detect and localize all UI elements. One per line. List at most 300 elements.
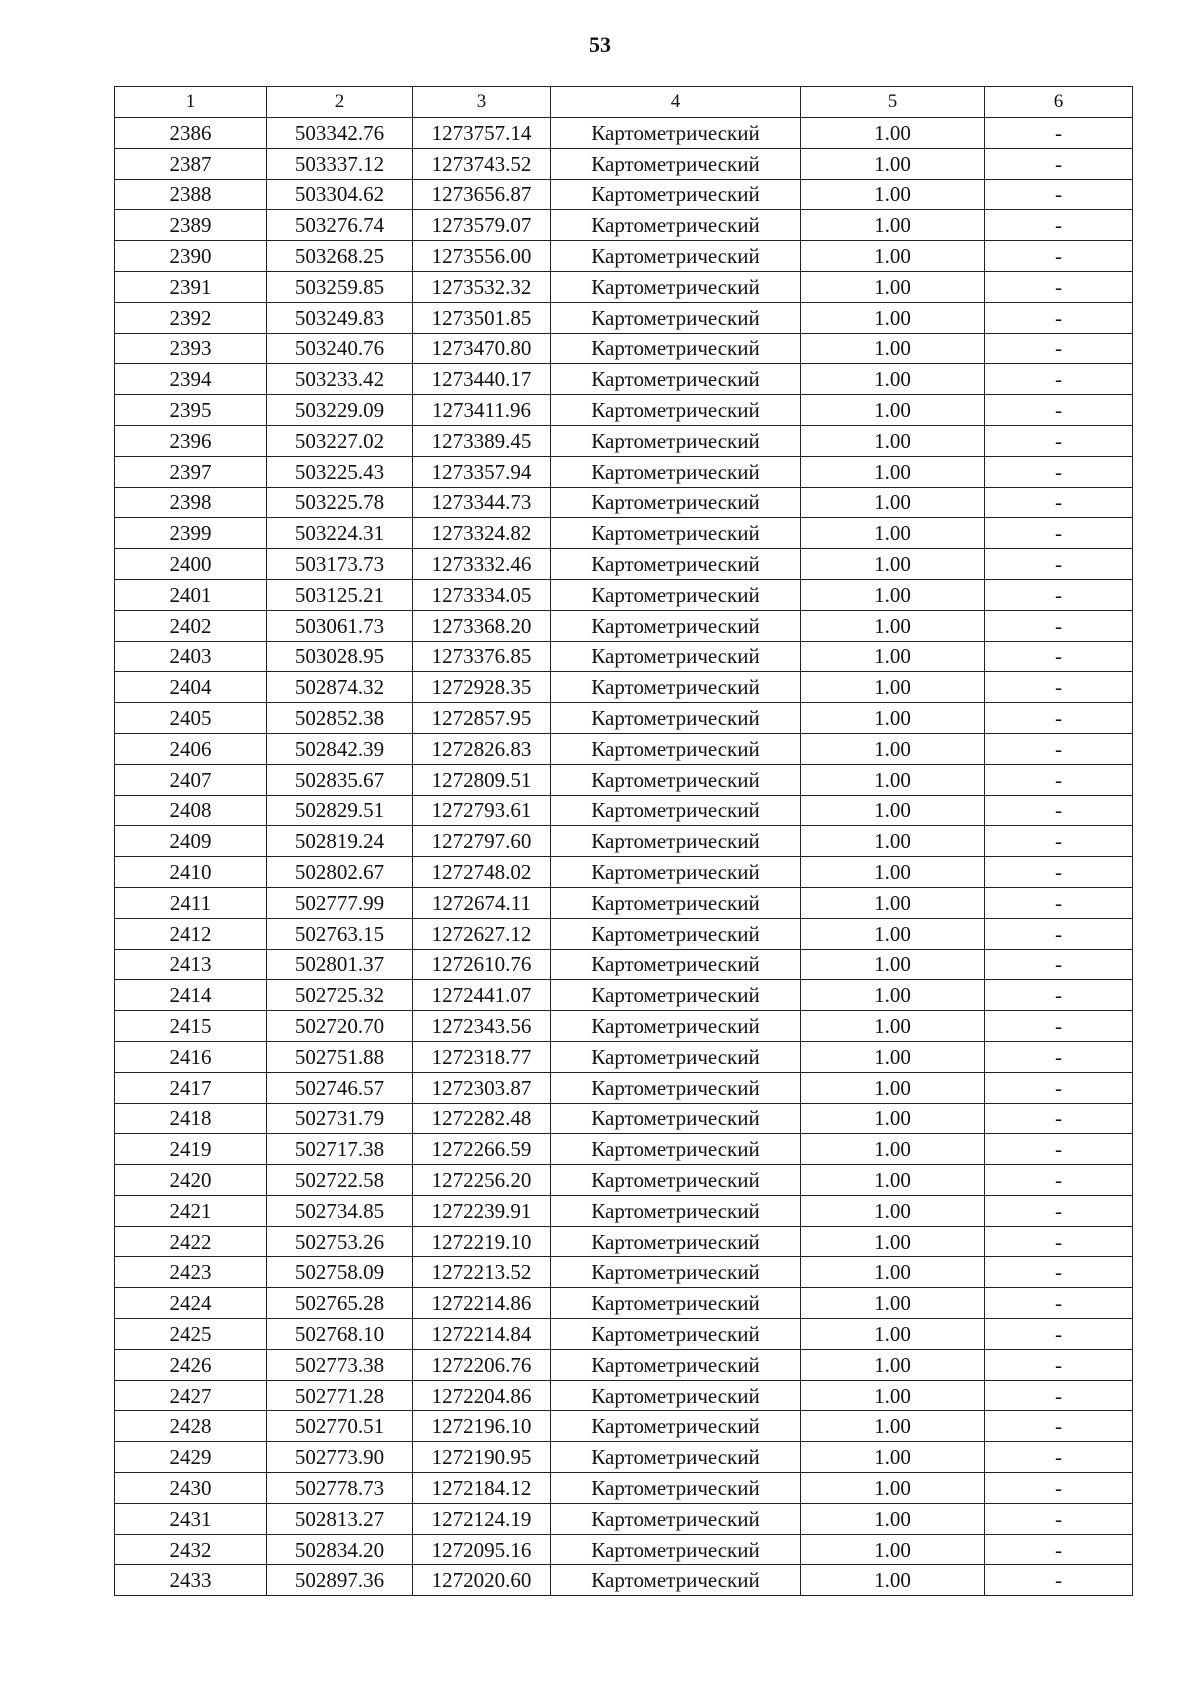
point-number-cell: 2427 <box>115 1380 267 1411</box>
description-cell: - <box>985 302 1133 333</box>
point-number-cell: 2430 <box>115 1473 267 1504</box>
point-number-cell: 2393 <box>115 333 267 364</box>
accuracy-cell: 1.00 <box>801 1534 985 1565</box>
method-cell: Картометрический <box>551 1503 801 1534</box>
accuracy-cell: 1.00 <box>801 980 985 1011</box>
description-cell: - <box>985 1349 1133 1380</box>
method-cell: Картометрический <box>551 302 801 333</box>
y-coordinate-cell: 1272214.84 <box>413 1319 551 1350</box>
x-coordinate-cell: 502734.85 <box>267 1195 413 1226</box>
accuracy-cell: 1.00 <box>801 395 985 426</box>
x-coordinate-cell: 502720.70 <box>267 1011 413 1042</box>
table-row <box>115 333 1133 364</box>
page-number: 53 <box>589 32 611 57</box>
x-coordinate-cell: 502770.51 <box>267 1411 413 1442</box>
table-row <box>115 549 1133 580</box>
description-cell: - <box>985 333 1133 364</box>
description-cell: - <box>985 1072 1133 1103</box>
method-cell: Картометрический <box>551 826 801 857</box>
y-coordinate-cell: 1272318.77 <box>413 1041 551 1072</box>
accuracy-cell: 1.00 <box>801 1011 985 1042</box>
description-cell: - <box>985 1257 1133 1288</box>
y-coordinate-cell: 1272674.11 <box>413 887 551 918</box>
point-number-cell: 2390 <box>115 241 267 272</box>
point-number-cell: 2405 <box>115 703 267 734</box>
description-cell: - <box>985 1288 1133 1319</box>
x-coordinate-cell: 502834.20 <box>267 1534 413 1565</box>
x-coordinate-cell: 502751.88 <box>267 1041 413 1072</box>
description-cell: - <box>985 456 1133 487</box>
table-row <box>115 210 1133 241</box>
method-cell: Картометрический <box>551 518 801 549</box>
description-cell: - <box>985 487 1133 518</box>
y-coordinate-cell: 1272206.76 <box>413 1349 551 1380</box>
x-coordinate-cell: 503028.95 <box>267 641 413 672</box>
method-cell: Картометрический <box>551 179 801 210</box>
method-cell: Картометрический <box>551 703 801 734</box>
description-cell: - <box>985 179 1133 210</box>
method-cell: Картометрический <box>551 1288 801 1319</box>
table-row <box>115 795 1133 826</box>
table-row <box>115 179 1133 210</box>
method-cell: Картометрический <box>551 980 801 1011</box>
accuracy-cell: 1.00 <box>801 148 985 179</box>
table-row <box>115 641 1133 672</box>
y-coordinate-cell: 1273532.32 <box>413 271 551 302</box>
y-coordinate-cell: 1272190.95 <box>413 1442 551 1473</box>
table-row <box>115 1041 1133 1072</box>
method-cell: Картометрический <box>551 395 801 426</box>
x-coordinate-cell: 503233.42 <box>267 364 413 395</box>
accuracy-cell: 1.00 <box>801 703 985 734</box>
accuracy-cell: 1.00 <box>801 1103 985 1134</box>
table-row <box>115 764 1133 795</box>
point-number-cell: 2426 <box>115 1349 267 1380</box>
y-coordinate-cell: 1272219.10 <box>413 1226 551 1257</box>
description-cell: - <box>985 918 1133 949</box>
method-cell: Картометрический <box>551 764 801 795</box>
description-cell: - <box>985 1565 1133 1596</box>
method-cell: Картометрический <box>551 1165 801 1196</box>
x-coordinate-cell: 503249.83 <box>267 302 413 333</box>
point-number-cell: 2420 <box>115 1165 267 1196</box>
table-row <box>115 302 1133 333</box>
y-coordinate-cell: 1273332.46 <box>413 549 551 580</box>
description-cell: - <box>985 1411 1133 1442</box>
table-row <box>115 703 1133 734</box>
x-coordinate-cell: 502777.99 <box>267 887 413 918</box>
point-number-cell: 2431 <box>115 1503 267 1534</box>
table-row <box>115 1195 1133 1226</box>
description-cell: - <box>985 271 1133 302</box>
point-number-cell: 2387 <box>115 148 267 179</box>
x-coordinate-cell: 502753.26 <box>267 1226 413 1257</box>
point-number-cell: 2406 <box>115 733 267 764</box>
method-cell: Картометрический <box>551 148 801 179</box>
point-number-cell: 2388 <box>115 179 267 210</box>
description-cell: - <box>985 1226 1133 1257</box>
y-coordinate-cell: 1272793.61 <box>413 795 551 826</box>
x-coordinate-cell: 502746.57 <box>267 1072 413 1103</box>
description-cell: - <box>985 1534 1133 1565</box>
point-number-cell: 2412 <box>115 918 267 949</box>
description-cell: - <box>985 518 1133 549</box>
point-number-cell: 2391 <box>115 271 267 302</box>
table-row <box>115 1349 1133 1380</box>
point-number-cell: 2397 <box>115 456 267 487</box>
description-cell: - <box>985 1319 1133 1350</box>
table-row <box>115 1072 1133 1103</box>
accuracy-cell: 1.00 <box>801 271 985 302</box>
table-row <box>115 857 1133 888</box>
y-coordinate-cell: 1272303.87 <box>413 1072 551 1103</box>
y-coordinate-cell: 1272204.86 <box>413 1380 551 1411</box>
x-coordinate-cell: 502852.38 <box>267 703 413 734</box>
description-cell: - <box>985 1041 1133 1072</box>
table-row <box>115 1134 1133 1165</box>
table-row <box>115 1380 1133 1411</box>
table-row <box>115 1411 1133 1442</box>
x-coordinate-cell: 502874.32 <box>267 672 413 703</box>
method-cell: Картометрический <box>551 579 801 610</box>
x-coordinate-cell: 502801.37 <box>267 949 413 980</box>
accuracy-cell: 1.00 <box>801 1257 985 1288</box>
description-cell: - <box>985 949 1133 980</box>
method-cell: Картометрический <box>551 271 801 302</box>
point-number-cell: 2419 <box>115 1134 267 1165</box>
x-coordinate-cell: 502897.36 <box>267 1565 413 1596</box>
method-cell: Картометрический <box>551 425 801 456</box>
table-row <box>115 1473 1133 1504</box>
method-cell: Картометрический <box>551 1257 801 1288</box>
description-cell: - <box>985 1165 1133 1196</box>
y-coordinate-cell: 1273656.87 <box>413 179 551 210</box>
point-number-cell: 2411 <box>115 887 267 918</box>
method-cell: Картометрический <box>551 118 801 149</box>
method-cell: Картометрический <box>551 918 801 949</box>
accuracy-cell: 1.00 <box>801 1226 985 1257</box>
coordinates-table <box>114 86 1133 1596</box>
y-coordinate-cell: 1273324.82 <box>413 518 551 549</box>
y-coordinate-cell: 1272809.51 <box>413 764 551 795</box>
table-row <box>115 1288 1133 1319</box>
description-cell: - <box>985 1380 1133 1411</box>
y-coordinate-cell: 1273334.05 <box>413 579 551 610</box>
point-number-cell: 2424 <box>115 1288 267 1319</box>
y-coordinate-cell: 1272256.20 <box>413 1165 551 1196</box>
point-number-cell: 2407 <box>115 764 267 795</box>
method-cell: Картометрический <box>551 210 801 241</box>
point-number-cell: 2398 <box>115 487 267 518</box>
accuracy-cell: 1.00 <box>801 364 985 395</box>
y-coordinate-cell: 1272095.16 <box>413 1534 551 1565</box>
y-coordinate-cell: 1273470.80 <box>413 333 551 364</box>
accuracy-cell: 1.00 <box>801 672 985 703</box>
method-cell: Картометрический <box>551 1319 801 1350</box>
method-cell: Картометрический <box>551 887 801 918</box>
table-row <box>115 980 1133 1011</box>
method-cell: Картометрический <box>551 1349 801 1380</box>
table-row <box>115 456 1133 487</box>
point-number-cell: 2408 <box>115 795 267 826</box>
point-number-cell: 2395 <box>115 395 267 426</box>
accuracy-cell: 1.00 <box>801 1165 985 1196</box>
description-cell: - <box>985 703 1133 734</box>
y-coordinate-cell: 1273579.07 <box>413 210 551 241</box>
point-number-cell: 2410 <box>115 857 267 888</box>
method-cell: Картометрический <box>551 241 801 272</box>
method-cell: Картометрический <box>551 1195 801 1226</box>
method-cell: Картометрический <box>551 733 801 764</box>
y-coordinate-cell: 1272020.60 <box>413 1565 551 1596</box>
point-number-cell: 2400 <box>115 549 267 580</box>
x-coordinate-cell: 502773.90 <box>267 1442 413 1473</box>
method-cell: Картометрический <box>551 487 801 518</box>
accuracy-cell: 1.00 <box>801 610 985 641</box>
point-number-cell: 2417 <box>115 1072 267 1103</box>
description-cell: - <box>985 395 1133 426</box>
method-cell: Картометрический <box>551 1011 801 1042</box>
accuracy-cell: 1.00 <box>801 1473 985 1504</box>
description-cell: - <box>985 241 1133 272</box>
x-coordinate-cell: 502717.38 <box>267 1134 413 1165</box>
accuracy-cell: 1.00 <box>801 1442 985 1473</box>
table-row <box>115 425 1133 456</box>
point-number-cell: 2425 <box>115 1319 267 1350</box>
table-row <box>115 1319 1133 1350</box>
description-cell: - <box>985 641 1133 672</box>
accuracy-cell: 1.00 <box>801 1288 985 1319</box>
x-coordinate-cell: 503342.76 <box>267 118 413 149</box>
description-cell: - <box>985 1473 1133 1504</box>
x-coordinate-cell: 502758.09 <box>267 1257 413 1288</box>
accuracy-cell: 1.00 <box>801 1041 985 1072</box>
y-coordinate-cell: 1272213.52 <box>413 1257 551 1288</box>
method-cell: Картометрический <box>551 549 801 580</box>
x-coordinate-cell: 502725.32 <box>267 980 413 1011</box>
table-row <box>115 887 1133 918</box>
y-coordinate-cell: 1272748.02 <box>413 857 551 888</box>
x-coordinate-cell: 503225.78 <box>267 487 413 518</box>
accuracy-cell: 1.00 <box>801 641 985 672</box>
description-cell: - <box>985 579 1133 610</box>
table-header-row <box>115 87 1133 118</box>
accuracy-cell: 1.00 <box>801 1349 985 1380</box>
table-row <box>115 1503 1133 1534</box>
y-coordinate-cell: 1273411.96 <box>413 395 551 426</box>
y-coordinate-cell: 1272826.83 <box>413 733 551 764</box>
table-row <box>115 271 1133 302</box>
x-coordinate-cell: 503227.02 <box>267 425 413 456</box>
table-row <box>115 148 1133 179</box>
table-row <box>115 1011 1133 1042</box>
x-coordinate-cell: 503304.62 <box>267 179 413 210</box>
description-cell: - <box>985 1103 1133 1134</box>
method-cell: Картометрический <box>551 364 801 395</box>
table-row <box>115 1226 1133 1257</box>
description-cell: - <box>985 764 1133 795</box>
point-number-cell: 2433 <box>115 1565 267 1596</box>
accuracy-cell: 1.00 <box>801 579 985 610</box>
table-row <box>115 672 1133 703</box>
y-coordinate-cell: 1272857.95 <box>413 703 551 734</box>
y-coordinate-cell: 1273389.45 <box>413 425 551 456</box>
accuracy-cell: 1.00 <box>801 179 985 210</box>
y-coordinate-cell: 1273344.73 <box>413 487 551 518</box>
method-cell: Картометрический <box>551 456 801 487</box>
accuracy-cell: 1.00 <box>801 302 985 333</box>
point-number-cell: 2386 <box>115 118 267 149</box>
accuracy-cell: 1.00 <box>801 333 985 364</box>
header-col-4: 4 <box>551 87 801 118</box>
point-number-cell: 2418 <box>115 1103 267 1134</box>
point-number-cell: 2428 <box>115 1411 267 1442</box>
table-row <box>115 1103 1133 1134</box>
x-coordinate-cell: 502778.73 <box>267 1473 413 1504</box>
point-number-cell: 2392 <box>115 302 267 333</box>
x-coordinate-cell: 502802.67 <box>267 857 413 888</box>
y-coordinate-cell: 1272266.59 <box>413 1134 551 1165</box>
accuracy-cell: 1.00 <box>801 1503 985 1534</box>
point-number-cell: 2409 <box>115 826 267 857</box>
table-row <box>115 826 1133 857</box>
x-coordinate-cell: 502722.58 <box>267 1165 413 1196</box>
point-number-cell: 2421 <box>115 1195 267 1226</box>
method-cell: Картометрический <box>551 1072 801 1103</box>
table-row <box>115 364 1133 395</box>
y-coordinate-cell: 1272282.48 <box>413 1103 551 1134</box>
description-cell: - <box>985 549 1133 580</box>
accuracy-cell: 1.00 <box>801 1134 985 1165</box>
x-coordinate-cell: 502813.27 <box>267 1503 413 1534</box>
header-col-3: 3 <box>413 87 551 118</box>
method-cell: Картометрический <box>551 949 801 980</box>
y-coordinate-cell: 1272124.19 <box>413 1503 551 1534</box>
y-coordinate-cell: 1273757.14 <box>413 118 551 149</box>
method-cell: Картометрический <box>551 857 801 888</box>
point-number-cell: 2414 <box>115 980 267 1011</box>
method-cell: Картометрический <box>551 610 801 641</box>
x-coordinate-cell: 503276.74 <box>267 210 413 241</box>
y-coordinate-cell: 1272343.56 <box>413 1011 551 1042</box>
point-number-cell: 2403 <box>115 641 267 672</box>
y-coordinate-cell: 1273501.85 <box>413 302 551 333</box>
x-coordinate-cell: 502763.15 <box>267 918 413 949</box>
y-coordinate-cell: 1272184.12 <box>413 1473 551 1504</box>
description-cell: - <box>985 826 1133 857</box>
x-coordinate-cell: 502819.24 <box>267 826 413 857</box>
table-row <box>115 1257 1133 1288</box>
table-row <box>115 518 1133 549</box>
x-coordinate-cell: 502771.28 <box>267 1380 413 1411</box>
x-coordinate-cell: 503229.09 <box>267 395 413 426</box>
table-row <box>115 1565 1133 1596</box>
x-coordinate-cell: 503125.21 <box>267 579 413 610</box>
x-coordinate-cell: 503061.73 <box>267 610 413 641</box>
point-number-cell: 2401 <box>115 579 267 610</box>
accuracy-cell: 1.00 <box>801 210 985 241</box>
y-coordinate-cell: 1273357.94 <box>413 456 551 487</box>
header-col-2: 2 <box>267 87 413 118</box>
method-cell: Картометрический <box>551 1442 801 1473</box>
y-coordinate-cell: 1272214.86 <box>413 1288 551 1319</box>
y-coordinate-cell: 1273440.17 <box>413 364 551 395</box>
description-cell: - <box>985 364 1133 395</box>
description-cell: - <box>985 857 1133 888</box>
x-coordinate-cell: 502773.38 <box>267 1349 413 1380</box>
accuracy-cell: 1.00 <box>801 949 985 980</box>
x-coordinate-cell: 503225.43 <box>267 456 413 487</box>
description-cell: - <box>985 887 1133 918</box>
point-number-cell: 2396 <box>115 425 267 456</box>
description-cell: - <box>985 980 1133 1011</box>
accuracy-cell: 1.00 <box>801 456 985 487</box>
accuracy-cell: 1.00 <box>801 1319 985 1350</box>
table-row <box>115 1165 1133 1196</box>
table-row <box>115 949 1133 980</box>
description-cell: - <box>985 425 1133 456</box>
y-coordinate-cell: 1272239.91 <box>413 1195 551 1226</box>
point-number-cell: 2399 <box>115 518 267 549</box>
method-cell: Картометрический <box>551 1534 801 1565</box>
description-cell: - <box>985 118 1133 149</box>
x-coordinate-cell: 502842.39 <box>267 733 413 764</box>
table-row <box>115 1534 1133 1565</box>
accuracy-cell: 1.00 <box>801 118 985 149</box>
accuracy-cell: 1.00 <box>801 826 985 857</box>
point-number-cell: 2404 <box>115 672 267 703</box>
header-col-5: 5 <box>801 87 985 118</box>
method-cell: Картометрический <box>551 1041 801 1072</box>
accuracy-cell: 1.00 <box>801 918 985 949</box>
table-body <box>115 118 1133 1596</box>
point-number-cell: 2389 <box>115 210 267 241</box>
accuracy-cell: 1.00 <box>801 425 985 456</box>
x-coordinate-cell: 503173.73 <box>267 549 413 580</box>
accuracy-cell: 1.00 <box>801 1072 985 1103</box>
description-cell: - <box>985 148 1133 179</box>
description-cell: - <box>985 1195 1133 1226</box>
x-coordinate-cell: 502765.28 <box>267 1288 413 1319</box>
method-cell: Картометрический <box>551 1380 801 1411</box>
table-row <box>115 610 1133 641</box>
description-cell: - <box>985 610 1133 641</box>
point-number-cell: 2422 <box>115 1226 267 1257</box>
accuracy-cell: 1.00 <box>801 549 985 580</box>
point-number-cell: 2429 <box>115 1442 267 1473</box>
accuracy-cell: 1.00 <box>801 1411 985 1442</box>
y-coordinate-cell: 1273556.00 <box>413 241 551 272</box>
description-cell: - <box>985 1011 1133 1042</box>
method-cell: Картометрический <box>551 1565 801 1596</box>
accuracy-cell: 1.00 <box>801 241 985 272</box>
accuracy-cell: 1.00 <box>801 795 985 826</box>
point-number-cell: 2415 <box>115 1011 267 1042</box>
accuracy-cell: 1.00 <box>801 1380 985 1411</box>
table-row <box>115 241 1133 272</box>
description-cell: - <box>985 672 1133 703</box>
table-row <box>115 579 1133 610</box>
table-row <box>115 733 1133 764</box>
accuracy-cell: 1.00 <box>801 887 985 918</box>
accuracy-cell: 1.00 <box>801 733 985 764</box>
method-cell: Картометрический <box>551 1473 801 1504</box>
y-coordinate-cell: 1272610.76 <box>413 949 551 980</box>
x-coordinate-cell: 502731.79 <box>267 1103 413 1134</box>
description-cell: - <box>985 210 1133 241</box>
point-number-cell: 2402 <box>115 610 267 641</box>
method-cell: Картометрический <box>551 333 801 364</box>
